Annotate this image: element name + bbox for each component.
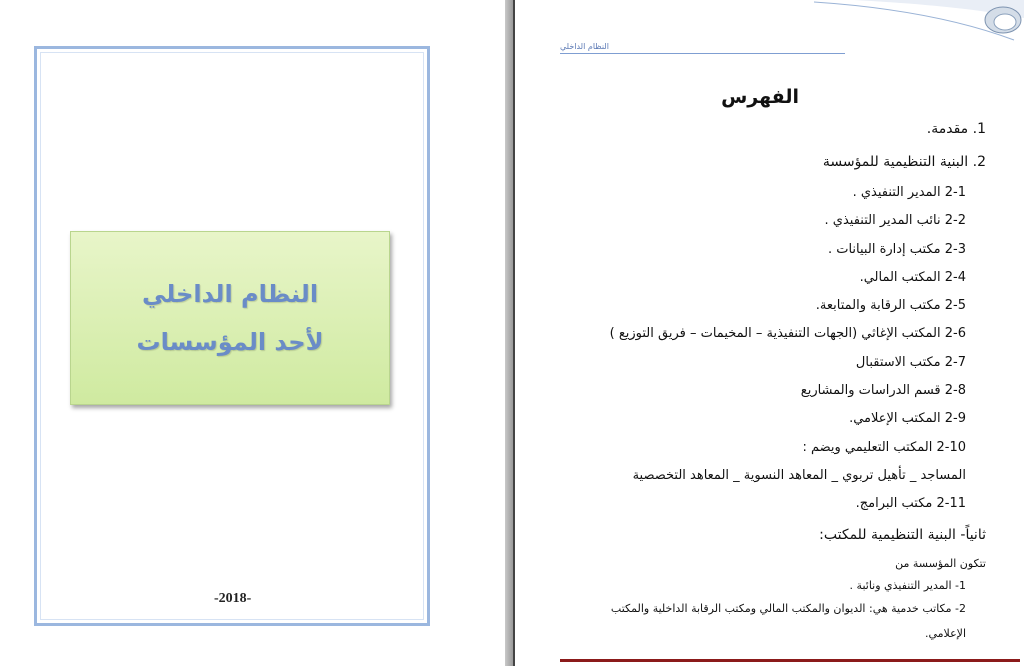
header-rule	[560, 53, 845, 54]
running-header: النظام الداخلي	[560, 42, 609, 51]
toc-item: 2-11 مكتب البرامج.	[855, 496, 966, 511]
cover-year: -2018-	[214, 591, 252, 606]
toc-item: 2-6 المكتب الإغاثي (الجهات التنفيذية – المخيمات – فريق التوزيع )	[609, 326, 966, 341]
toc-item: 2. البنية التنظيمية للمؤسسة	[822, 154, 986, 170]
cover-title-box	[70, 231, 390, 405]
section-item: الإعلامي.	[924, 627, 966, 640]
index-page	[515, 0, 1024, 666]
section-title: ثانياً- البنية التنظيمية للمكتب:	[819, 527, 986, 543]
cover-title-line-1: النظام الداخلي	[141, 280, 319, 308]
section-item: 1- المدير التنفيذي ونائبة .	[849, 579, 966, 592]
toc-item: 2-9 المكتب الإعلامي.	[849, 411, 966, 426]
toc-item: 2-2 نائب المدير التنفيذي .	[824, 213, 966, 228]
cover-title-line-2: لأحد المؤسسات	[136, 328, 324, 356]
toc-item: 2-10 المكتب التعليمي ويضم :	[802, 440, 966, 455]
toc-item: 1. مقدمة.	[926, 121, 986, 137]
toc-item: 2-8 قسم الدراسات والمشاريع	[800, 383, 966, 398]
index-title: الفهرس	[721, 86, 799, 108]
section-intro: تتكون المؤسسة من	[895, 557, 986, 570]
footer-rule	[560, 659, 1020, 662]
toc-item: 2-7 مكتب الاستقبال	[855, 355, 966, 370]
cover-page	[0, 0, 505, 666]
corner-swoosh-icon	[814, 0, 1024, 42]
section-item: 2- مكاتب خدمية هي: الديوان والمكتب المالي ومكتب الرقابة الداخلية والمكتب	[610, 602, 966, 615]
toc-item: 2-5 مكتب الرقابة والمتابعة.	[815, 298, 966, 313]
toc-item: 2-4 المكتب المالي.	[859, 270, 966, 285]
page-gap	[505, 0, 513, 666]
toc-item: 2-1 المدير التنفيذي .	[852, 185, 966, 200]
toc-item: 2-3 مكتب إدارة البيانات .	[827, 242, 966, 257]
toc-item: المساجد _ تأهيل تربوي _ المعاهد النسوية _ المعاهد التخصصية	[632, 468, 966, 483]
